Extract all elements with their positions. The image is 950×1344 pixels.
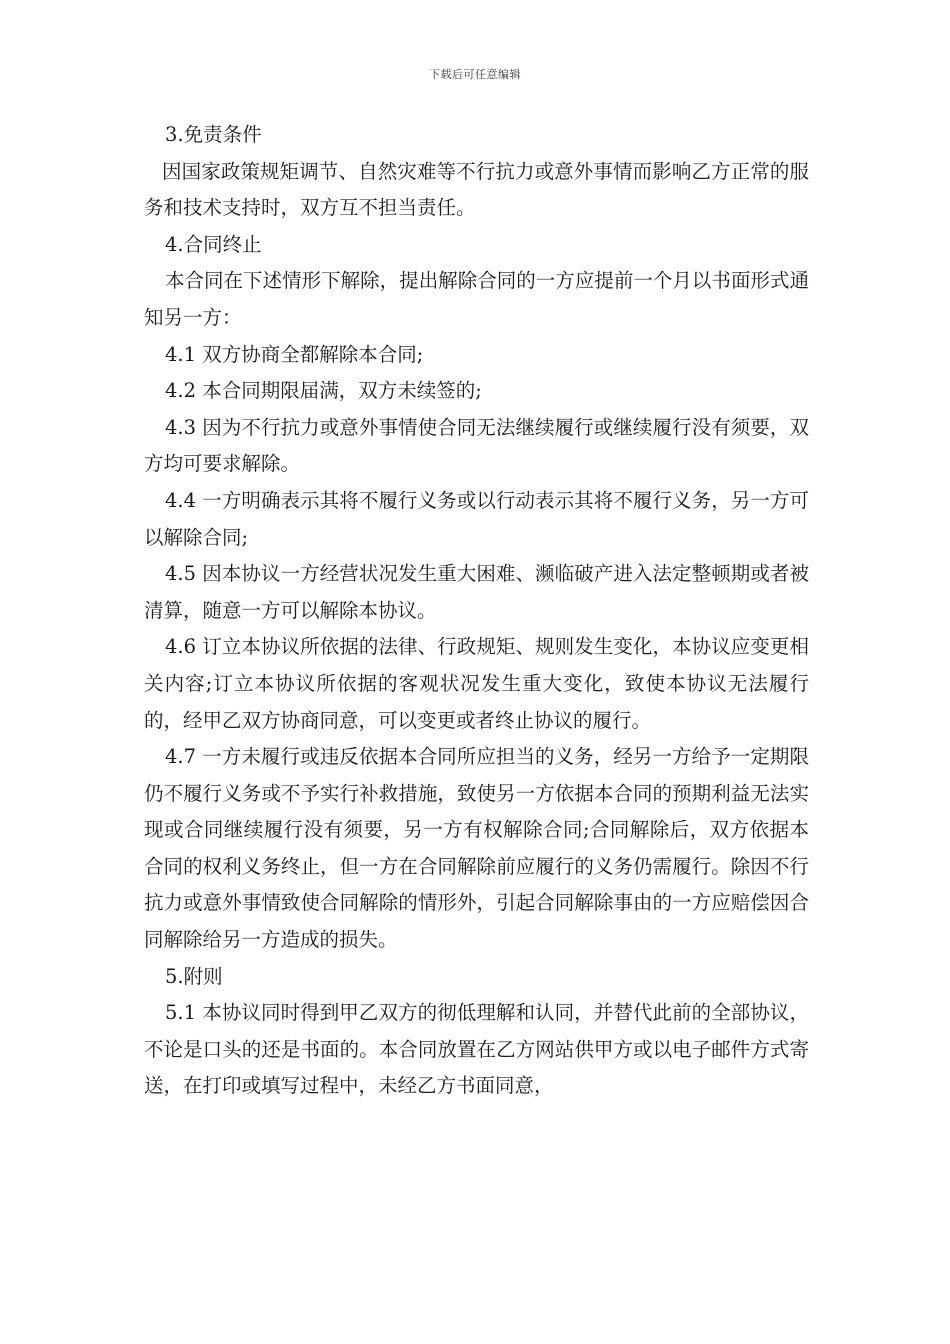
clause-4-1: 4.1 双方协商全都解除本合同; xyxy=(165,342,424,366)
section-5-heading: 5.附则 xyxy=(165,964,223,988)
clause-4-7: 4.7 一方未履行或违反依据本合同所应担当的义务，经另一方给予一定期限仍不履行义务或不予实行补救措施，致使另一方依据本合同的预期利益无法实现或合同继续履行没有须要，另一方有权解除合同;合同解除后，双方依据本合同的权利义务终止，但一方在合同解除前应履行的义务仍需履行。除因不行抗力或意外事情致使合同解除的情形外，引起合同解除事由的一方应赔偿因合同解除给另一方造成的损失。 xyxy=(144,745,809,952)
clause-4-3: 4.3 因为不行抗力或意外事情使合同无法继续履行或继续履行没有须要，双方均可要求解除。 xyxy=(144,415,809,476)
section-4-heading: 4.合同终止 xyxy=(165,232,262,256)
clause-4-5: 4.5 因本协议一方经营状况发生重大困难、濒临破产进入法定整顿期或者被清算，随意一方可以解除本协议。 xyxy=(144,562,809,622)
section-3-body: 因国家政策规矩调节、自然灾难等不行抗力或意外事情而影响乙方正常的服务和技术支持时，双方互不担当责任。 xyxy=(144,159,809,220)
page-header: 下载后可任意编辑 xyxy=(429,68,521,81)
clause-4-4: 4.4 一方明确表示其将不履行义务或以行动表示其将不履行义务，另一方可以解除合同; xyxy=(144,488,809,549)
document-body xyxy=(144,117,809,1105)
clause-4-6: 4.6 订立本协议所依据的法律、行政规矩、规则发生变化，本协议应变更相关内容;订立本协议所依据的客观状况发生重大变化，致使本协议无法履行的，经甲乙双方协商同意，可以变更或者终止协议的履行。 xyxy=(144,635,809,732)
clause-5-1: 5.1 本协议同时得到甲乙双方的彻低理解和认同，并替代此前的全部协议，不论是口头的还是书面的。本合同放置在乙方网站供甲方或以电子邮件方式寄送，在打印或填写过程中，未经乙方书面同意， xyxy=(144,1001,809,1098)
clause-4-2: 4.2 本合同期限届满，双方未续签的; xyxy=(165,379,482,403)
section-3-heading: 3.免责条件 xyxy=(165,123,262,146)
section-4-body: 本合同在下述情形下解除，提出解除合同的一方应提前一个月以书面形式通知另一方： xyxy=(144,269,809,329)
